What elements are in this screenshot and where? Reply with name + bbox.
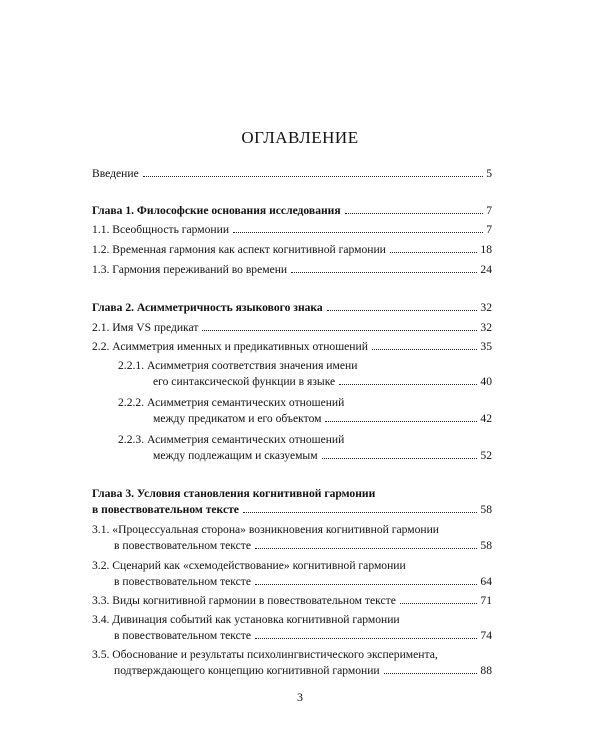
toc-entry[interactable] xyxy=(92,262,492,278)
entry-page: 58 xyxy=(480,539,492,552)
entry-label: 3.1. «Процессуальная сторона» возникновения когнитивной гармонии xyxy=(92,523,440,536)
entry-label: 2.2. Асимметрия именных и предикативных отношений xyxy=(92,340,368,353)
dot-leader xyxy=(322,458,478,459)
entry-label: 2.1. Имя VS предикат xyxy=(92,321,199,334)
dot-leader xyxy=(400,603,478,604)
entry-label: 2.2.3. Асимметрия семантических отношений xyxy=(118,433,345,446)
entry-label: Введение xyxy=(92,167,139,180)
toc-subentry[interactable] xyxy=(118,358,492,390)
entry-page: 58 xyxy=(480,503,492,516)
entry-page: 5 xyxy=(486,167,492,180)
dot-leader xyxy=(390,252,478,253)
dot-leader xyxy=(345,213,484,214)
toc-title: ОГЛАВЛЕНИЕ xyxy=(241,128,359,147)
entry-page: 52 xyxy=(480,449,492,462)
entry-page: 42 xyxy=(480,412,492,425)
entry-page: 32 xyxy=(480,321,492,334)
entry-label-cont: в повествовательном тексте xyxy=(114,539,252,552)
entry-label: 1.3. Гармония переживаний во времени xyxy=(92,263,288,276)
entry-label: 2.2.1. Асимметрия соответствия значения имени xyxy=(118,359,358,372)
dot-leader xyxy=(243,512,477,513)
entry-page: 18 xyxy=(480,243,492,256)
entry-label: 3.3. Виды когнитивной гармонии в повествовательном тексте xyxy=(92,594,396,607)
entry-label: Глава 3. Условия становления когнитивной гармонии xyxy=(92,487,376,500)
entry-page: 7 xyxy=(486,223,492,236)
entry-page: 7 xyxy=(486,204,492,217)
entry-label: 2.2.2. Асимметрия семантических отношений xyxy=(118,396,345,409)
entry-page: 24 xyxy=(480,263,492,276)
entry-label-cont: в повествовательном тексте xyxy=(114,575,252,588)
toc-entry[interactable] xyxy=(92,522,492,554)
dot-leader xyxy=(255,638,477,639)
entry-page: 40 xyxy=(480,375,492,388)
dot-leader xyxy=(372,349,478,350)
toc-chapter[interactable] xyxy=(92,203,492,219)
entry-label-cont: подтверждающего концепцию когнитивной гармонии xyxy=(114,664,380,677)
dot-leader xyxy=(291,272,477,273)
dot-leader xyxy=(233,232,483,233)
toc-entry[interactable] xyxy=(92,612,492,644)
entry-label-cont: между предикатом и его объектом xyxy=(153,412,322,425)
entry-page: 74 xyxy=(480,629,492,642)
entry-label: 3.2. Сценарий как «схемодействование» когнитивной гармонии xyxy=(92,559,406,572)
toc-subentry[interactable] xyxy=(118,395,492,427)
toc-entry[interactable] xyxy=(92,242,492,258)
entry-label-cont: между подлежащим и сказуемым xyxy=(153,449,318,462)
dot-leader xyxy=(202,330,477,331)
entry-label-cont: его синтаксической функции в языке xyxy=(153,375,336,388)
dot-leader xyxy=(384,673,478,674)
dot-leader xyxy=(255,548,477,549)
toc-entry[interactable] xyxy=(92,320,492,336)
toc-entry[interactable] xyxy=(92,222,492,238)
entry-label-cont: в повествовательном тексте xyxy=(114,629,252,642)
entry-label: Глава 2. Асимметричность языкового знака xyxy=(92,301,323,314)
dot-leader xyxy=(339,384,477,385)
dot-leader xyxy=(255,584,477,585)
entry-label: Глава 1. Философские основания исследования xyxy=(92,204,341,217)
page-number: 3 xyxy=(297,690,303,704)
entry-page: 64 xyxy=(480,575,492,588)
toc-chapter[interactable] xyxy=(92,486,492,518)
entry-label: 1.2. Временная гармония как аспект когнитивной гармонии xyxy=(92,243,386,256)
entry-label: 3.5. Обоснование и результаты психолингвистического эксперимента, xyxy=(92,648,438,661)
toc-entry[interactable] xyxy=(92,558,492,590)
entry-label: 3.4. Дивинация событий как установка когнитивной гармонии xyxy=(92,613,400,626)
dot-leader xyxy=(327,310,478,311)
entry-page: 32 xyxy=(480,301,492,314)
dot-leader xyxy=(143,176,483,177)
entry-page: 71 xyxy=(480,594,492,607)
entry-label-cont: в повествовательном тексте xyxy=(92,503,239,516)
toc-entry[interactable] xyxy=(92,166,492,182)
toc-subentry[interactable] xyxy=(118,432,492,464)
dot-leader xyxy=(325,421,477,422)
entry-page: 35 xyxy=(480,340,492,353)
toc-entry[interactable] xyxy=(92,647,492,679)
toc-chapter[interactable] xyxy=(92,300,492,316)
toc-entry[interactable] xyxy=(92,593,492,609)
toc-entry[interactable] xyxy=(92,339,492,355)
entry-label: 1.1. Всеобщность гармонии xyxy=(92,223,230,236)
entry-page: 88 xyxy=(480,664,492,677)
